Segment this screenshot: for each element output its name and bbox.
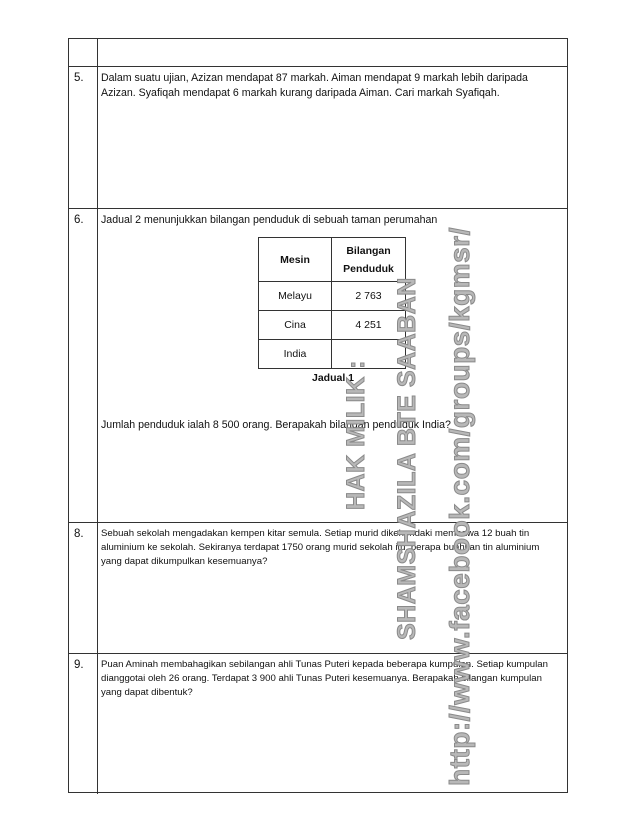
number-cell <box>69 67 98 208</box>
watermark-owner-name: SHAMSHAZILA BTE SAABAN <box>393 277 421 640</box>
number-cell <box>69 39 98 66</box>
question-text: Dalam suatu ujian, Azizan mendapat 87 markah. Aiman mendapat 9 markah lebih daripada Azizan. Syafiqah mendapat 6 markah kurang daripada Aiman. Cari markah Syafiqah. <box>101 72 528 99</box>
row-question-6 <box>69 208 567 522</box>
watermark-url: http://www.facebook.com/groups/kgmsr/ <box>444 227 475 786</box>
question-text: Sebuah sekolah mengadakan kempen kitar semula. Setiap murid dikehendaki membawa 12 buah tin aluminium ke sekolah. Sekiranya terdapat 1750 orang murid sekolah itu, berapa buahkan tin aluminium yang dapat dikumpulkan kesemuanya? <box>101 528 540 567</box>
row-question-8 <box>69 522 567 653</box>
row-blank <box>69 39 567 66</box>
question-number: 6. <box>74 214 84 226</box>
number-cell <box>69 209 98 522</box>
number-cell <box>69 523 98 653</box>
table-cell: India <box>259 340 332 369</box>
table-row <box>259 340 406 369</box>
number-cell <box>69 654 98 794</box>
population-table <box>258 237 406 369</box>
question-prompt: Jumlah penduduk ialah 8 500 orang. Berapakah bilangan penduduk India? <box>101 419 451 431</box>
table-row <box>259 282 406 311</box>
table-caption: Jadual 1 <box>312 372 355 384</box>
table-row <box>259 311 406 340</box>
table-header-mesin: Mesin <box>259 238 332 282</box>
table-header-bilangan: Bilangan Penduduk <box>332 238 406 282</box>
question-number: 5. <box>74 72 84 84</box>
worksheet-table <box>68 38 568 793</box>
watermark-owner-label: HAK MILIK : <box>342 360 370 510</box>
question-number: 9. <box>74 659 84 671</box>
question-text: Puan Aminah membahagikan sebilangan ahli Tunas Puteri kepada beberapa kumpulan. Setiap kumpulan dianggotai oleh 26 orang. Terdapat 3 900 ahli Tunas Puteri kesemuanya. Berapakah bilangan kumpulan yang dapat dibentuk? <box>101 659 548 698</box>
table-cell: 2 763 <box>332 282 406 311</box>
table-cell: 4 251 <box>332 311 406 340</box>
row-question-9 <box>69 653 567 794</box>
question-number: 8. <box>74 528 84 540</box>
table-cell: Cina <box>259 311 332 340</box>
row-question-5 <box>69 66 567 208</box>
table-cell: Melayu <box>259 282 332 311</box>
question-text: Jadual 2 menunjukkan bilangan penduduk di sebuah taman perumahan <box>101 214 438 226</box>
